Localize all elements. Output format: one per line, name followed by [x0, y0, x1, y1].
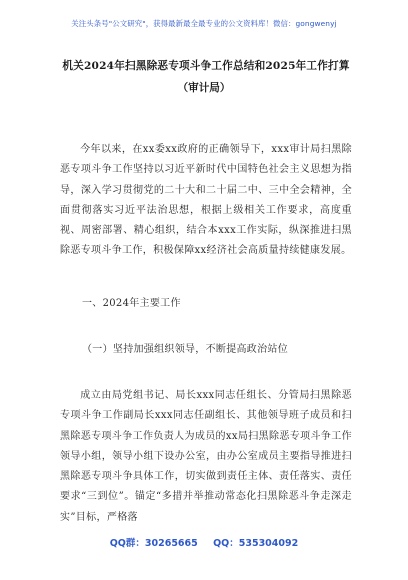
qq-number: QQ：535304092 — [213, 538, 299, 549]
intro-text: 今年以来，在xx委xx政府的正确领导下，xxx审计局扫黑除恶专项斗争工作坚持以习近平新时代中国特色社会主义思想为指导，深入学习贯彻党的二十大和二十届二中、三中全会精神，全面贯彻落实习近平法治思想，根据上级相关工作要求，高度重视、周密部署、精心组织，结合本xxx工作实际，纵深推进扫黑除恶专项斗争工作，积极保障xx经济社会高质量持续健康发展。 — [60, 144, 352, 257]
document-title: 机关2024年扫黑除恶专项斗争工作总结和2025年工作打算 — [62, 60, 350, 72]
document-subtitle: （审计局） — [177, 82, 231, 94]
body-paragraph — [60, 386, 352, 528]
intro-paragraph — [60, 140, 352, 262]
subsection-heading: （一）坚持加强组织领导，不断提高政治站位 — [82, 344, 288, 355]
section-heading: 一、2024年主要工作 — [82, 298, 181, 309]
body-text: 成立由局党组书记、局长xxx同志任组长、分管局扫黑除恶专项斗争工作副局长xxx同志任副组长、其他领导班子成员和扫黑除恶专项斗争工作负责人为成员的xx局扫黑除恶专项斗争工作领导小组，领导小组下设办公室，由办公室成员主要指导推进扫黑除恶专项斗争具体工作，切实做到责任主体、责任落实、责任要求“三到位”。锚定“多措并举推动常态化扫黑除恶斗争走深走实”目标，严格落 — [60, 390, 352, 523]
header-banner: 关注头条号"公文研究"，获得最新最全最专业的公文资料库！微信：gongwenyj — [71, 19, 337, 28]
footer-contact — [0, 535, 408, 549]
qq-group: QQ群：30265665 — [109, 538, 198, 549]
